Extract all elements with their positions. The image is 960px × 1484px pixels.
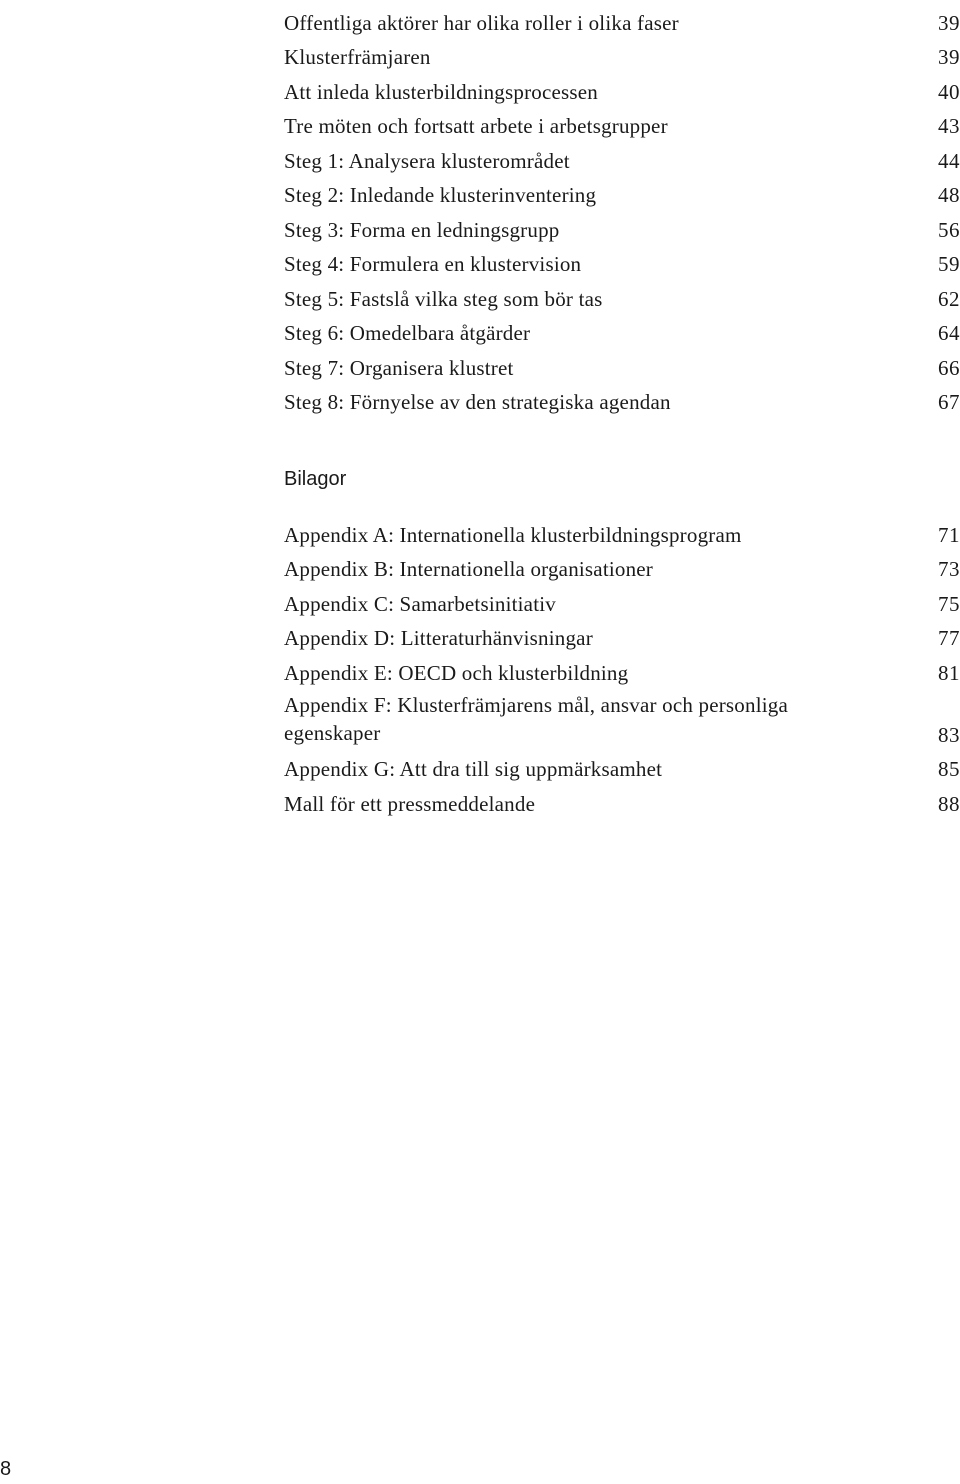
- toc-entry-title: Steg 2: Inledande klusterinventering: [284, 183, 597, 207]
- appendix-entry-title: Appendix F: Klusterfrämjarens mål, ansvar och personliga egenskaper: [284, 692, 788, 745]
- appendix-entry: [284, 547, 960, 582]
- appendix-entry: [284, 512, 960, 547]
- toc-entry-page: 43: [938, 114, 960, 138]
- toc-entry-title: Offentliga aktörer har olika roller i olika faser: [284, 10, 679, 35]
- toc-entry-page: 44: [938, 148, 960, 173]
- toc-entry: [284, 242, 960, 277]
- toc-entry-page: 66: [938, 355, 960, 380]
- toc-entry-title: Tre möten och fortsatt arbete i arbetsgrupper: [284, 114, 668, 138]
- toc-entry-page: 40: [938, 79, 960, 104]
- table-of-contents: [284, 0, 960, 414]
- appendix-list: [284, 512, 960, 816]
- appendix-entry: [284, 747, 960, 782]
- appendix-entry-page: 81: [938, 660, 960, 685]
- toc-entry-title: Steg 6: Omedelbara åtgärder: [284, 321, 531, 345]
- appendix-entry-page: 88: [938, 791, 960, 816]
- appendix-entry: [284, 781, 960, 816]
- toc-entry-title: Steg 5: Fastslå vilka steg som bör tas: [284, 286, 603, 311]
- appendix-entry-title: Mall för ett pressmeddelande: [284, 791, 536, 816]
- appendix-entry: [284, 581, 960, 616]
- toc-entry-title: Klusterfrämjaren: [284, 45, 431, 69]
- toc-entry: [284, 69, 960, 104]
- toc-entry-page: 48: [938, 183, 960, 207]
- toc-entry-page: 59: [938, 252, 960, 276]
- appendix-entry-title: Appendix A: Internationella klusterbildningsprogram: [284, 522, 742, 547]
- toc-entry: [284, 173, 960, 208]
- toc-entry: [284, 207, 960, 242]
- appendix-entry: [284, 650, 960, 685]
- toc-entry: [284, 104, 960, 139]
- toc-entry-title: Att inleda klusterbildningsprocessen: [284, 79, 598, 104]
- toc-entry-page: 67: [938, 390, 960, 414]
- appendix-entry-title: Appendix D: Litteraturhänvisningar: [284, 626, 593, 650]
- toc-entry-title: Steg 8: Förnyelse av den strategiska agendan: [284, 390, 671, 414]
- page-number: 8: [0, 1458, 12, 1480]
- appendix-entry-page: 71: [938, 522, 960, 547]
- toc-entry: [284, 0, 960, 35]
- appendix-heading: Bilagor: [284, 468, 347, 490]
- appendix-entry-page: 73: [938, 557, 960, 581]
- toc-entry-page: 39: [938, 10, 960, 35]
- toc-entry: [284, 345, 960, 380]
- appendix-entry-page: 85: [938, 757, 960, 781]
- appendix-entry-page: 83: [938, 722, 960, 747]
- appendix-entry-title: Appendix C: Samarbetsinitiativ: [284, 591, 556, 616]
- appendix-entry-title: Appendix E: OECD och klusterbildning: [284, 660, 629, 685]
- toc-entry-page: 56: [938, 217, 960, 242]
- appendix-entry-title: Appendix G: Att dra till sig uppmärksamhet: [284, 757, 663, 781]
- toc-entry-title: Steg 4: Formulera en klustervision: [284, 252, 582, 276]
- toc-entry: [284, 311, 960, 346]
- toc-entry-page: 39: [938, 45, 960, 69]
- appendix-entry-page: 77: [938, 626, 960, 650]
- toc-entry: [284, 276, 960, 311]
- appendix-entry: [284, 616, 960, 651]
- toc-entry-title: Steg 1: Analysera klusterområdet: [284, 148, 570, 173]
- toc-entry-title: Steg 3: Forma en ledningsgrupp: [284, 217, 560, 242]
- appendix-entry-title: Appendix B: Internationella organisationer: [284, 557, 653, 581]
- appendix-entry-page: 75: [938, 591, 960, 616]
- toc-entry-title: Steg 7: Organisera klustret: [284, 355, 514, 380]
- toc-entry-page: 64: [938, 321, 960, 345]
- toc-entry: [284, 138, 960, 173]
- toc-entry: [284, 35, 960, 70]
- toc-entry: [284, 380, 960, 415]
- appendix-entry: [284, 685, 960, 747]
- toc-entry-page: 62: [938, 286, 960, 311]
